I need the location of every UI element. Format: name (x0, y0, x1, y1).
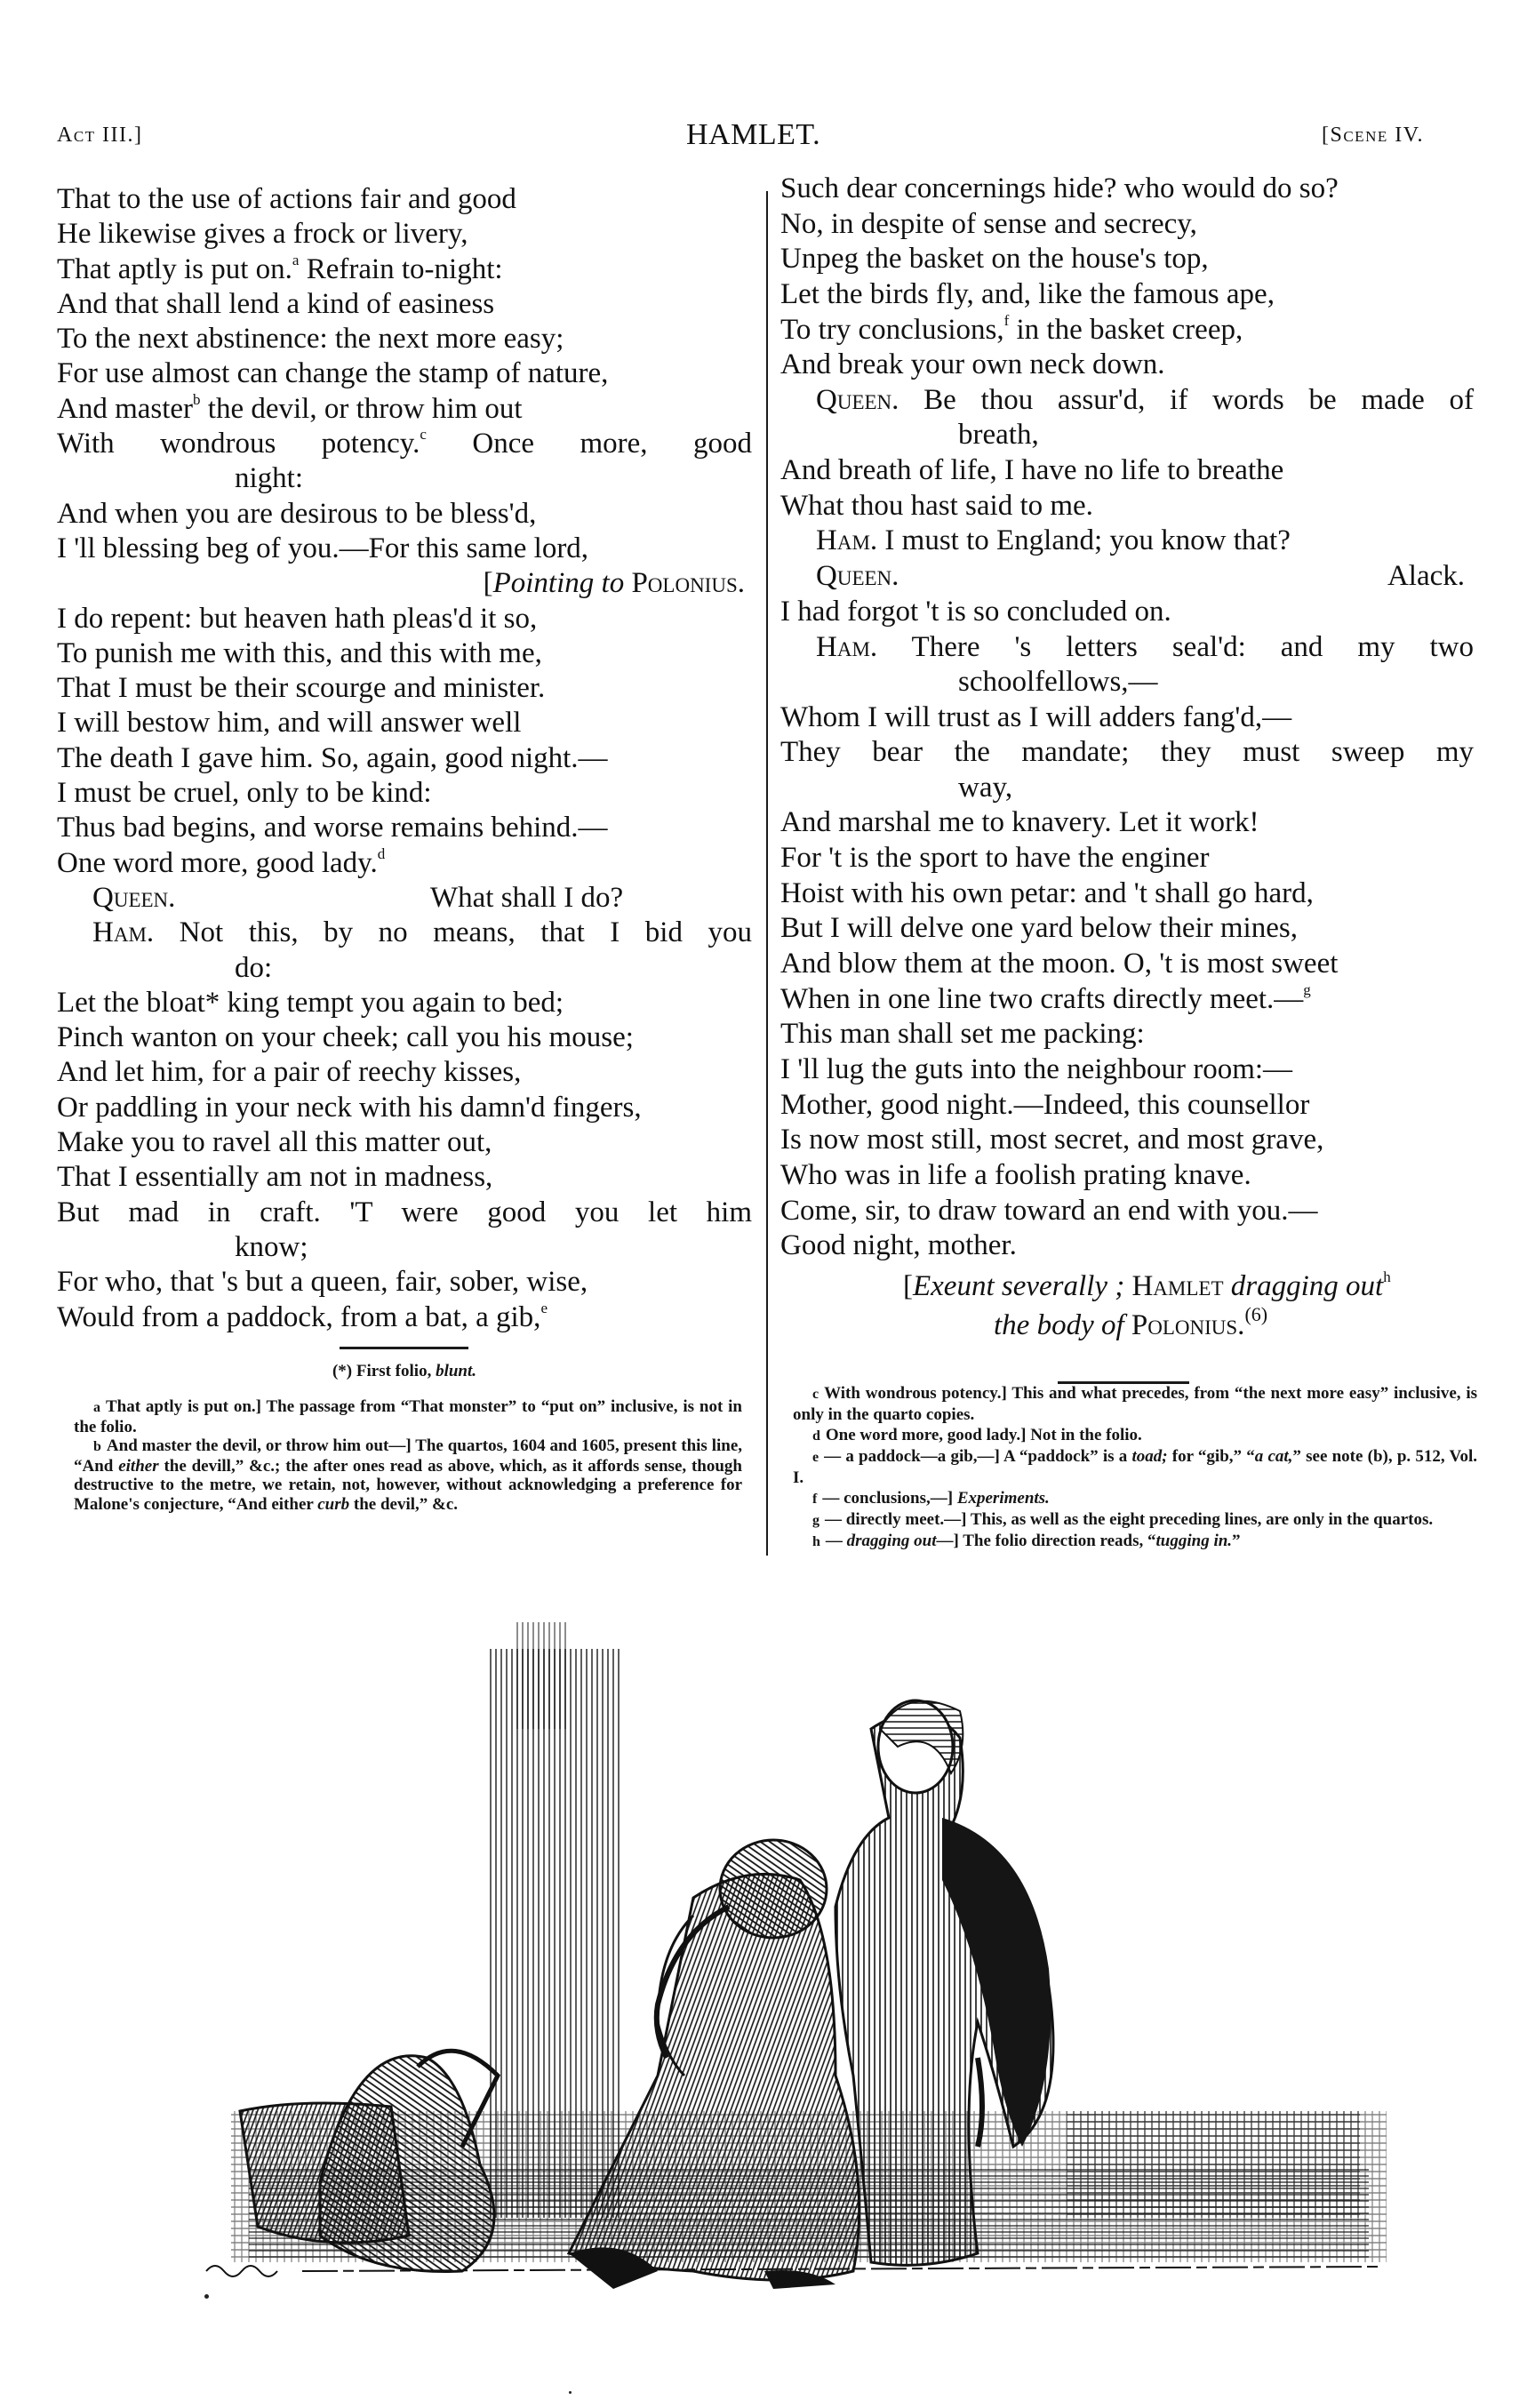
verse-line (57, 1196, 752, 1230)
footnote (793, 1446, 1477, 1488)
verse-line (780, 947, 1474, 982)
footnote-marker: b (193, 390, 201, 408)
verse-text: And master (57, 392, 194, 425)
verse-text: Let the birds fly, and, like the famous ape, (780, 278, 1275, 311)
verse-line (780, 207, 1474, 243)
character-name: Hamlet (1131, 1270, 1224, 1303)
footnote-rule-left (340, 1347, 468, 1349)
verse-text: That to the use of actions fair and good (57, 183, 516, 215)
footnote-text: ” (1232, 1532, 1241, 1550)
footnote-asterisk-italic: blunt. (436, 1362, 477, 1380)
footnote-text: — conclusions,—] (822, 1489, 957, 1508)
verse-text: Thus bad begins, and worse remains behind.— (57, 812, 608, 844)
verse-text: What thou hast said to me. (780, 489, 1093, 522)
speaker-name: Ham. (92, 916, 155, 949)
verse-line (780, 771, 1474, 806)
verse-text: When in one line two crafts directly meet.— (780, 982, 1304, 1015)
verse-line (57, 252, 752, 287)
stage-direction-exeunt (780, 1269, 1474, 1305)
character-name: Polonius. (631, 567, 745, 600)
footnote-marker: a (292, 251, 300, 268)
footnote-asterisk-text: (*) First folio, (332, 1362, 436, 1380)
verse-line (57, 392, 752, 427)
footnote-letter: d (812, 1428, 820, 1444)
verse-text: But I will delve one yard below their mines, (780, 912, 1298, 945)
verse-text: do: (235, 951, 273, 984)
verse-line (780, 735, 1474, 770)
footnote-marker: h (1383, 1268, 1391, 1286)
verse-text: Is now most still, most secret, and most grave, (780, 1124, 1324, 1156)
speaker-name: Ham. (816, 630, 878, 663)
verse-text: way, (958, 771, 1013, 804)
verse-text: And breath of life, I have no life to breathe (780, 454, 1284, 487)
verse-text: Would from a paddock, from a bat, a gib, (57, 1300, 541, 1333)
character-name: Polonius. (1131, 1308, 1245, 1341)
verse-text-cont: the devil, or throw him out (200, 392, 523, 425)
footnote-text: —] The folio direction reads, “ (936, 1532, 1156, 1550)
bracket: [ (903, 1270, 913, 1303)
verse-text-cont: in the basket creep, (1009, 313, 1243, 346)
footnote-letter: a (93, 1400, 100, 1415)
footnote (74, 1397, 742, 1436)
footnote-marker: f (1003, 311, 1010, 329)
speech-line (780, 630, 1474, 665)
verse-text: And when you are desirous to be bless'd, (57, 497, 537, 530)
verse-line (780, 805, 1474, 841)
verse-line (57, 1300, 752, 1335)
verse-text: Let the bloat* king tempt you again to bed; (57, 986, 564, 1019)
footnote-text: — directly meet.—] This, as well as the eight preceding lines, are only in the quartos. (825, 1510, 1434, 1529)
footnote (74, 1436, 742, 1514)
verse-text: I 'll blessing beg of you.—For this same lord, (57, 532, 589, 564)
footnote-italic: dragging out (846, 1532, 937, 1550)
verse-line (780, 1228, 1474, 1264)
verse-line (57, 356, 752, 391)
footnote-letter: c (812, 1387, 819, 1402)
stage-direction-italic: the body of (994, 1308, 1131, 1341)
verse-text: I had forgot 't is so concluded on. (780, 595, 1171, 628)
verse-text: Hoist with his own petar: and 't shall go hard, (780, 876, 1314, 909)
verse-text: And blow them at the moon. O, 't is most sweet (780, 947, 1339, 980)
stage-direction-italic: Pointing to (492, 567, 632, 600)
verse-line (57, 1020, 752, 1055)
stage-direction-italic: Exeunt severally ; (913, 1270, 1132, 1303)
footnote (793, 1531, 1477, 1552)
verse-line (780, 1158, 1474, 1194)
verse-text: Or paddling in your neck with his damn'd fingers, (57, 1091, 642, 1124)
verse-line (57, 776, 752, 811)
verse-line (780, 595, 1474, 630)
verse-line (780, 665, 1474, 700)
verse-text: That I essentially am not in madness, (57, 1161, 493, 1194)
scan-speck (569, 2391, 572, 2394)
verse-text: The death I gave him. So, again, good night.— (57, 741, 608, 774)
verse-text: Unpeg the basket on the house's top, (780, 243, 1209, 276)
verse-text: No, in despite of sense and secrecy, (780, 207, 1197, 240)
verse-text-cont: Refrain to-night: (299, 252, 503, 285)
stage-direction-body (780, 1302, 1474, 1344)
footnote-text: — a paddock—a gib,—] A “paddock” is a (824, 1447, 1132, 1466)
bracket: [ (483, 567, 493, 600)
footnotes-right (793, 1383, 1477, 1552)
verse-line (57, 1091, 752, 1125)
footnote (793, 1509, 1477, 1531)
speech-line (780, 383, 1474, 418)
verse-text: For use almost can change the stamp of nature, (57, 357, 609, 390)
verse-line (57, 532, 752, 566)
verse-text: I must be cruel, only to be kind: (57, 777, 432, 810)
footnote (793, 1383, 1477, 1425)
footnote-marker: c (420, 427, 427, 444)
verse-line (57, 1160, 752, 1195)
speech-line (780, 559, 1474, 595)
verse-text: Mother, good night.—Indeed, this counsellor (780, 1088, 1310, 1121)
note-reference: (6) (1244, 1302, 1268, 1325)
verse-text: This man shall set me packing: (780, 1018, 1145, 1051)
footnote-text: ” see note (b), p. 512, Vol. I. (793, 1447, 1478, 1487)
verse-text-cont: Once more, good (426, 428, 752, 460)
footnote-text: the devil,” &c. (349, 1494, 459, 1514)
footnote-text: One word more, good lady.] Not in the folio. (825, 1426, 1142, 1444)
verse-line (57, 322, 752, 356)
verse-text: Who was in life a foolish prating knave. (780, 1159, 1251, 1192)
running-header-act: Act III.] (57, 124, 143, 147)
footnote-marker: d (377, 844, 386, 862)
verse-text: For 't is the sport to have the enginer (780, 841, 1210, 874)
verse-line (57, 636, 752, 671)
footnote-letter: f (812, 1492, 818, 1507)
speech-text: Be thou assur'd, if words be made of (899, 384, 1474, 417)
verse-line (57, 287, 752, 322)
engraving-illustration (196, 1613, 1431, 2316)
footnote-asterisk (57, 1362, 752, 1381)
footnote-marker: e (540, 1299, 548, 1316)
footnote-italic: toad; (1131, 1447, 1168, 1466)
verse-line (780, 982, 1474, 1018)
verse-text: To try conclusions, (780, 313, 1004, 346)
footnote-text: — (825, 1532, 847, 1550)
verse-line (57, 811, 752, 845)
verse-line (57, 846, 752, 881)
verse-text: And let him, for a pair of reechy kisses, (57, 1056, 522, 1089)
verse-text: Pinch wanton on your cheek; call you his mouse; (57, 1021, 634, 1054)
verse-text: I 'll lug the guts into the neighbour room:— (780, 1053, 1293, 1086)
speaker-name: Ham. (816, 524, 878, 557)
footnote-text: the devill,” &c.; the after ones read as above, which, as it affords sense, though destructive to the metre, we retain, not, however, without acknowledging a preference for Malone's conjecture, “And either (74, 1456, 742, 1514)
verse-text: Such dear concernings hide? who would do so? (780, 172, 1339, 204)
right-text-column (780, 172, 1474, 1344)
verse-line (57, 706, 752, 740)
verse-text: Make you to ravel all this matter out, (57, 1126, 492, 1159)
column-divider (766, 191, 768, 1556)
verse-line (57, 986, 752, 1020)
verse-line (57, 1230, 752, 1265)
verse-text: And that shall lend a kind of easiness (57, 287, 495, 320)
left-text-column (57, 182, 752, 1335)
scan-speck (204, 2294, 209, 2299)
verse-line (780, 911, 1474, 947)
speech-text: I must to England; you know that? (877, 524, 1291, 557)
verse-line (780, 1123, 1474, 1158)
verse-line (57, 427, 752, 461)
footnote (793, 1488, 1477, 1509)
verse-line (780, 313, 1474, 348)
verse-line (57, 497, 752, 532)
verse-text: And break your own neck down. (780, 348, 1165, 381)
verse-line (780, 876, 1474, 912)
footnote-italic: curb (317, 1494, 350, 1514)
verse-line (780, 242, 1474, 277)
verse-text: That I must be their scourge and minister. (57, 672, 546, 705)
footnote-italic: either (118, 1456, 159, 1476)
footnote-italic: a cat, (1254, 1447, 1293, 1466)
verse-line (780, 418, 1474, 453)
stage-direction (57, 566, 752, 601)
verse-line (780, 1017, 1474, 1052)
verse-text: That aptly is put on. (57, 252, 292, 285)
verse-line (57, 1055, 752, 1090)
verse-text: Good night, mother. (780, 1229, 1017, 1262)
verse-line (780, 1052, 1474, 1088)
speech-line (57, 881, 752, 916)
footnote-marker: g (1303, 980, 1311, 998)
verse-line (57, 1265, 752, 1300)
speaker-name: Queen. (816, 384, 899, 417)
verse-line (780, 700, 1474, 736)
speech-line (57, 916, 752, 950)
footnote-letter: e (812, 1450, 819, 1465)
verse-line (780, 489, 1474, 524)
verse-text: To punish me with this, and this with me, (57, 636, 542, 669)
footnote-text: With wondrous potency.] This and what precedes, from “the next more easy” inclusive, is only in the quarto copies. (793, 1384, 1477, 1424)
verse-text: And marshal me to knavery. Let it work! (780, 806, 1259, 839)
footnote-italic: tugging in. (1155, 1532, 1233, 1550)
verse-line (780, 841, 1474, 876)
verse-line (780, 348, 1474, 383)
verse-text: One word more, good lady. (57, 846, 378, 879)
speech-text: Alack. (1387, 560, 1465, 593)
verse-text: night: (235, 462, 304, 495)
verse-line (57, 461, 752, 496)
verse-text: schoolfellows,— (958, 665, 1158, 698)
footnote-italic: Experiments. (956, 1489, 1050, 1508)
verse-text: But mad in craft. 'T were good you let him (57, 1196, 752, 1228)
verse-line (57, 1125, 752, 1160)
footnote-letter: b (93, 1439, 101, 1454)
verse-text: breath, (958, 419, 1039, 452)
footnote-letter: g (812, 1513, 819, 1528)
running-header-title: HAMLET. (686, 118, 821, 151)
verse-line (57, 217, 752, 252)
verse-text: To the next abstinence: the next more easy; (57, 323, 564, 356)
verse-text: He likewise gives a frock or livery, (57, 218, 468, 251)
verse-line (780, 277, 1474, 313)
footnote (793, 1425, 1477, 1446)
stage-direction-italic: dragging out (1223, 1270, 1384, 1303)
footnotes-left (74, 1397, 742, 1514)
speech-text: Not this, by no means, that I bid you (154, 916, 752, 949)
verse-text: Come, sir, to draw toward an end with you.— (780, 1194, 1318, 1227)
running-header-scene: [Scene IV. (1322, 124, 1424, 147)
verse-text: I do repent: but heaven hath pleas'd it so, (57, 602, 538, 635)
footnote-letter: h (812, 1534, 820, 1549)
verse-line (57, 671, 752, 706)
verse-line (780, 172, 1474, 207)
speech-text: What shall I do? (430, 881, 624, 914)
speech-text: There 's letters seal'd: and my two (877, 630, 1474, 663)
verse-text: I will bestow him, and will answer well (57, 707, 522, 740)
verse-text: They bear the mandate; they must sweep my (780, 736, 1474, 769)
speech-line (780, 524, 1474, 559)
footnote-text: That aptly is put on.] The passage from “That monster” to “put on” inclusive, is not in the folio. (74, 1397, 742, 1436)
speaker-name: Queen. (816, 560, 899, 593)
verse-line (780, 1194, 1474, 1229)
verse-line (57, 741, 752, 776)
footnote-text: for “gib,” “ (1167, 1447, 1255, 1466)
verse-text: With wondrous potency. (57, 428, 420, 460)
verse-text: For who, that 's but a queen, fair, sober, wise, (57, 1266, 588, 1299)
verse-text: know; (235, 1230, 308, 1263)
verse-line (780, 1088, 1474, 1124)
verse-text: Whom I will trust as I will adders fang'd,— (780, 700, 1292, 733)
verse-line (780, 453, 1474, 489)
speaker-name: Queen. (92, 881, 176, 914)
verse-line (57, 602, 752, 636)
footnote-text: And master the devil, or throw him out—] The quartos, 1604 and 1605, present this line, “And (74, 1436, 742, 1476)
verse-line (57, 182, 752, 217)
verse-line (57, 951, 752, 986)
